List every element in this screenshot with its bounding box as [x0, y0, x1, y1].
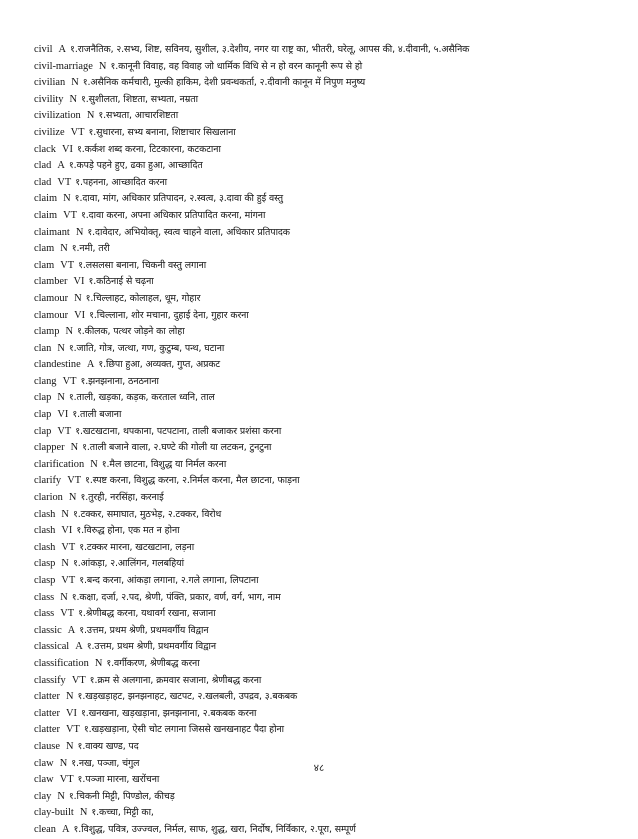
dictionary-entry [34, 308, 618, 325]
entry-headword: clad [34, 160, 52, 172]
entry-part-of-speech: A [58, 44, 67, 55]
entry-headword: classification [34, 657, 89, 669]
entry-headword: clap [34, 392, 52, 404]
entry-definition: १.पहनना, आच्छादित करना [75, 176, 168, 188]
entry-headword: claw [34, 774, 54, 786]
entry-part-of-speech: N [60, 591, 68, 603]
dictionary-entry [34, 92, 618, 109]
entry-part-of-speech: N [57, 790, 65, 802]
entry-definition: १.राजनैतिक, २.सभ्य, शिष्ट, सविनय, सुशील, ३.देशीय, नगर या राष्ट्र का, भीतरी, घरेलू, आपस की, ४.दीवानी, ५.असैनिक [70, 44, 470, 55]
dictionary-entry [34, 241, 618, 258]
dictionary-entry [34, 656, 618, 673]
entry-part-of-speech: N [68, 492, 77, 504]
dictionary-entry [34, 125, 618, 142]
entry-definition: १.कक्षा, दर्जा, २.पद, श्रेणी, पंक्ति, प्रकार, वर्ण, वर्ग, भाग, नाम [71, 591, 281, 603]
dictionary-entry [34, 805, 618, 822]
entry-headword: clatter [34, 724, 60, 736]
dictionary-entry [34, 225, 618, 242]
entry-definition: १.तुरही, नरसिंहा, करनाई [80, 492, 164, 504]
entry-headword: clad [34, 176, 52, 188]
entry-definition: १.कच्चा, मिट्टी का, [91, 807, 154, 819]
entry-headword: clamber [34, 276, 68, 288]
dictionary-entry [34, 706, 618, 723]
entry-definition: १.सभ्यता, आचारशिष्टता [98, 110, 179, 122]
dictionary-entry [34, 175, 618, 192]
entry-list [34, 42, 618, 839]
entry-headword: clay [34, 790, 52, 802]
entry-definition: १.कीलक, पत्थर जोड़ने का लोहा [76, 326, 185, 338]
entry-headword: clan [34, 342, 52, 354]
dictionary-entry [34, 673, 618, 690]
entry-definition: १.लसलसा बनाना, चिकनी वस्तु लगाना [78, 259, 207, 271]
entry-definition: १.सुधारना, सभ्य बनाना, शिष्टाचार सिखलाना [88, 126, 236, 138]
entry-headword: clap [34, 409, 52, 421]
entry-part-of-speech: VI [61, 143, 73, 155]
dictionary-entry [34, 191, 618, 208]
entry-definition: १.वर्गीकरण, श्रेणीबद्ध करना [106, 657, 200, 669]
entry-part-of-speech: N [71, 77, 79, 89]
entry-part-of-speech: N [86, 110, 95, 122]
entry-definition: १.पञ्जा मारना, खरोंचना [77, 774, 160, 786]
entry-part-of-speech: VT [57, 425, 72, 437]
entry-definition: १.खड़खड़ाना, ऐसी चोट लगाना जिससे खनखनाहट पैदा होना [83, 724, 284, 736]
entry-headword: clack [34, 143, 56, 155]
dictionary-entry [34, 357, 618, 374]
entry-definition: १.वाक्य खण्ड, पद [77, 740, 139, 752]
entry-definition: १.श्रेणीबद्ध करना, यथावर्ग रखना, सजाना [78, 608, 216, 620]
dictionary-entry [34, 59, 618, 76]
dictionary-entry [34, 623, 618, 640]
entry-headword: civilian [34, 77, 66, 89]
entry-part-of-speech: VT [60, 608, 75, 620]
entry-headword: classic [34, 624, 62, 636]
entry-part-of-speech: N [65, 326, 73, 338]
entry-part-of-speech: VT [57, 176, 72, 188]
entry-part-of-speech: N [74, 292, 82, 304]
entry-headword: clamour [34, 292, 69, 304]
dictionary-entry [34, 374, 618, 391]
entry-part-of-speech: N [70, 442, 79, 454]
entry-definition: १.दावा करना, अपना अधिकार प्रतिपादित करना, मांगना [81, 209, 266, 221]
entry-definition: १.आंकड़ा, २.आलिंगन, गलबहियां [72, 558, 184, 570]
entry-part-of-speech: N [63, 193, 71, 205]
dictionary-entry [34, 424, 618, 441]
entry-part-of-speech: N [66, 740, 74, 752]
entry-headword: clapper [34, 442, 65, 454]
entry-headword: claw [34, 757, 54, 769]
entry-definition: १.दावा, मांग, अधिकार प्रतिपादन, २.स्वत्व, ३.दावा की हुई वस्तु [74, 193, 283, 205]
entry-definition: १.नमी, तरी [71, 243, 110, 255]
entry-definition: १.चिल्लाहट, कोलाहल, धूम, गोहार [85, 292, 201, 304]
entry-part-of-speech: VT [63, 209, 78, 221]
dictionary-entry [34, 258, 618, 275]
entry-part-of-speech: N [57, 342, 65, 354]
dictionary-entry [34, 556, 618, 573]
entry-part-of-speech: N [98, 60, 107, 72]
entry-headword: clean [34, 823, 56, 835]
dictionary-entry [34, 606, 618, 623]
entry-definition: १.खड़खड़ाहट, झनझनाहट, खटपट, २.खलबली, उपद्रव, ३.बकबक [77, 691, 298, 703]
entry-definition: १.झनझनाना, ठनठनाना [80, 375, 159, 387]
entry-headword: claim [34, 193, 58, 205]
entry-headword: clarification [34, 458, 85, 470]
entry-headword: clause [34, 740, 60, 752]
entry-definition: १.खनखना, खड़खड़ाना, झनझनाना, २.बकबक करना [81, 707, 257, 719]
entry-headword: clay-built [34, 807, 74, 819]
entry-headword: classical [34, 641, 70, 653]
dictionary-entry [34, 739, 618, 756]
entry-part-of-speech: A [75, 641, 83, 653]
entry-part-of-speech: A [57, 160, 65, 172]
dictionary-entry [34, 158, 618, 175]
entry-definition: १.छिपा हुआ, अव्यक्त, गुप्त, अप्रकट [98, 359, 221, 371]
entry-part-of-speech: N [75, 226, 84, 238]
dictionary-entry [34, 291, 618, 308]
entry-definition: १.बन्द करना, आंकड़ा लगाना, २.गले लगाना, लिपटाना [79, 575, 259, 586]
entry-part-of-speech: N [94, 657, 103, 669]
entry-headword: clarify [34, 475, 62, 487]
entry-part-of-speech: VT [61, 541, 76, 553]
dictionary-entry [34, 590, 618, 607]
entry-headword: claim [34, 209, 58, 221]
entry-definition: १.स्पष्ट करना, विशुद्ध करना, २.निर्मल करना, मैल छाटना, फाड़ना [85, 475, 300, 487]
entry-definition: १.चिल्लाना, शोर मचाना, दुहाई देना, गुहार करना [89, 309, 249, 321]
dictionary-entry [34, 390, 618, 407]
dictionary-entry [34, 341, 618, 358]
entry-part-of-speech: N [60, 243, 68, 255]
entry-part-of-speech: N [66, 691, 74, 703]
dictionary-entry [34, 507, 618, 524]
dictionary-entry [34, 540, 618, 557]
entry-definition: १.कठिनाई से चढ़ना [88, 276, 154, 288]
entry-part-of-speech: VT [60, 259, 75, 271]
entry-part-of-speech: VT [62, 375, 77, 387]
entry-definition: १.सुशीलता, शिष्टता, सभ्यता, नम्रता [81, 93, 198, 105]
dictionary-entry [34, 108, 618, 125]
entry-definition: १.विरुद्ध होना, एक मत न होना [76, 525, 180, 537]
dictionary-entry [34, 75, 618, 92]
entry-headword: claimant [34, 226, 70, 238]
dictionary-entry [34, 208, 618, 225]
entry-definition: १.उत्तम, प्रथम श्रेणी, प्रथमवर्गीय विद्वान [79, 624, 209, 636]
entry-part-of-speech: VI [57, 409, 69, 421]
dictionary-entry [34, 639, 618, 656]
dictionary-entry [34, 473, 618, 490]
entry-headword: civilization [34, 110, 81, 122]
entry-definition: १.टक्कर, समाघात, मुठभेड़, २.टक्कर, विरोध [72, 508, 222, 520]
entry-headword: clang [34, 375, 57, 387]
entry-headword: clam [34, 243, 55, 255]
dictionary-entry [34, 822, 618, 839]
entry-definition: १.जाति, गोत्र, जत्था, गण, कुटुम्ब, पन्थ, घटाना [68, 342, 225, 354]
entry-definition: १.चिकनी मिट्टी, पिण्डोल, कीचड़ [68, 790, 175, 802]
dictionary-entry [34, 490, 618, 507]
entry-headword: class [34, 608, 55, 620]
entry-definition: १.मैल छाटना, विशुद्ध या निर्मल करना [101, 458, 227, 470]
page-number: ४८ [313, 763, 325, 774]
entry-part-of-speech: VT [70, 126, 85, 138]
entry-definition: १.दावेदार, अभियोक्तृ, स्वत्व चाहने वाला, अधिकार प्रतिपादक [87, 226, 290, 238]
entry-headword: class [34, 591, 55, 603]
entry-part-of-speech: VT [66, 724, 80, 736]
entry-headword: classify [34, 674, 66, 686]
entry-definition: १.असैनिक कर्मचारी, मुल्की हाकिम, देशी प्रवन्धकर्ता, २.दीवानी कानून में निपुण मनुष्य [82, 77, 366, 89]
entry-headword: clatter [34, 707, 60, 719]
dictionary-entry [34, 573, 618, 590]
entry-part-of-speech: VI [73, 276, 85, 288]
entry-part-of-speech: A [86, 359, 95, 371]
dictionary-entry [34, 324, 618, 341]
entry-definition: १.ताली बजाने वाला, २.घण्टे की गोली या लटकन, टुनटुना [82, 442, 272, 454]
entry-definition: १.ताली बजाना [72, 409, 122, 421]
entry-headword: clasp [34, 558, 56, 570]
entry-headword: clam [34, 259, 55, 271]
entry-definition: १.क्रम से अलगाना, क्रमवार सजाना, श्रेणीबद्ध करना [89, 674, 262, 686]
dictionary-entry [34, 407, 618, 424]
dictionary-entry [34, 440, 618, 457]
entry-headword: clash [34, 541, 56, 553]
entry-part-of-speech: VI [74, 309, 86, 321]
entry-part-of-speech: A [61, 823, 70, 835]
dictionary-entry [34, 142, 618, 159]
entry-definition: १.टक्कर मारना, खटखटाना, लड़ना [79, 541, 195, 553]
entry-headword: clatter [34, 691, 60, 703]
dictionary-entry [34, 523, 618, 540]
entry-headword: clamp [34, 326, 60, 338]
entry-definition: १.ताली, खड़का, कड़क, करताल ध्वनि, ताल [68, 392, 215, 404]
entry-headword: civilize [34, 126, 65, 138]
entry-part-of-speech: N [69, 93, 78, 105]
entry-part-of-speech: VT [71, 674, 86, 686]
entry-headword: civility [34, 93, 64, 105]
entry-headword: clandestine [34, 359, 81, 371]
entry-headword: civil-marriage [34, 60, 93, 72]
dictionary-entry [34, 789, 618, 806]
entry-part-of-speech: VI [61, 525, 73, 537]
entry-headword: civil [34, 44, 53, 55]
entry-part-of-speech: VT [59, 774, 74, 786]
dictionary-entry [34, 722, 618, 739]
entry-definition: १.खटखटाना, थपकाना, पटपटाना, ताली बजाकर प्रशंसा करना [75, 425, 282, 437]
entry-part-of-speech: VT [61, 575, 76, 586]
entry-headword: clasp [34, 575, 56, 586]
entry-definition: १.नख, पञ्जा, चंगुल [71, 757, 140, 769]
entry-definition: १.कपड़े पहने हुए, ढका हुआ, आच्छादित [68, 160, 203, 172]
entry-part-of-speech: N [61, 558, 69, 570]
dictionary-entry [34, 42, 618, 59]
entry-part-of-speech: N [57, 392, 65, 404]
entry-definition: १.कानूनी विवाह, वह विवाह जो धार्मिक विधि से न हो वरन कानूनी रूप से हो [110, 60, 363, 72]
entry-definition: १.कर्कश शब्द करना, टिटकारना, कटकटाना [76, 143, 221, 155]
dictionary-entry [34, 457, 618, 474]
entry-headword: clash [34, 508, 56, 520]
entry-part-of-speech: VI [66, 707, 77, 719]
entry-part-of-speech: VT [67, 475, 82, 487]
entry-definition: १.उत्तम, प्रथम श्रेणी, प्रथमवर्गीय विद्वान [86, 641, 216, 653]
dictionary-entry [34, 772, 618, 789]
entry-headword: clamour [34, 309, 69, 321]
entry-headword: clarion [34, 492, 63, 504]
entry-part-of-speech: N [90, 458, 98, 470]
entry-headword: clap [34, 425, 52, 437]
entry-definition: १.विशुद्ध, पवित्र, उज्ज्वल, निर्मल, साफ, शुद्ध, खरा, निर्दोष, निर्विकार, २.पूरा, सम्पूर्ण [73, 823, 356, 835]
entry-headword: clash [34, 525, 56, 537]
dictionary-entry [34, 689, 618, 706]
dictionary-entry [34, 274, 618, 291]
entry-part-of-speech: A [67, 624, 76, 636]
entry-part-of-speech: N [59, 757, 68, 769]
entry-part-of-speech: N [79, 807, 88, 819]
entry-part-of-speech: N [61, 508, 69, 520]
